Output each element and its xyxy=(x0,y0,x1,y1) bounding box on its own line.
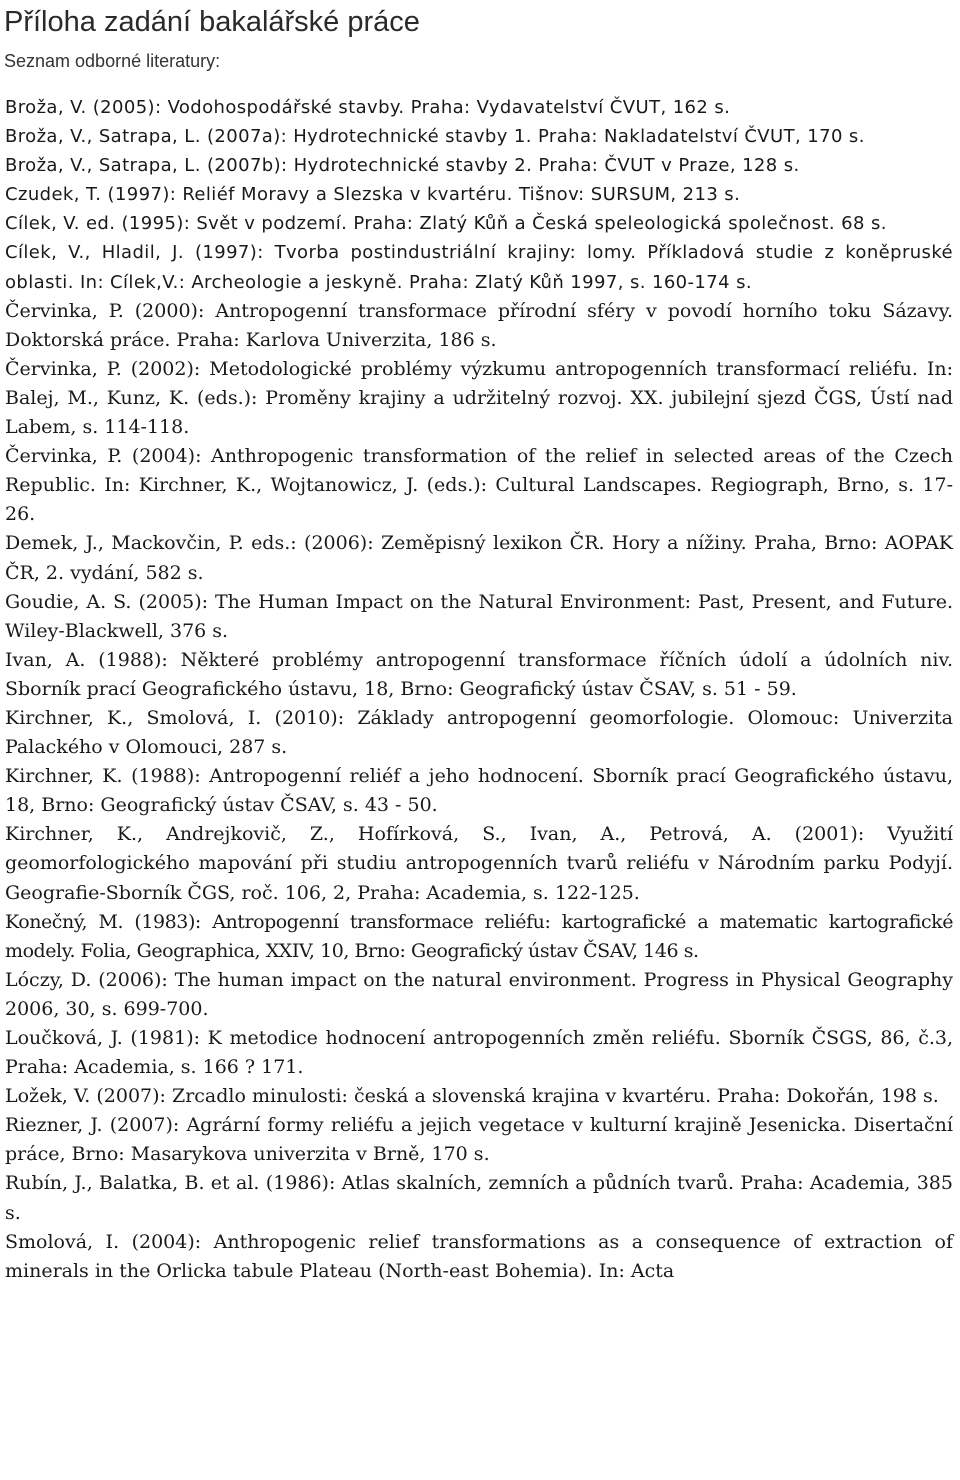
reference-item: Rubín, J., Balatka, B. et al. (1986): Atlas skalních, zemních a půdních tvarů. Praha: Academia, 385 s. xyxy=(5,1172,953,1224)
page-title: Příloha zadání bakalářské práce xyxy=(4,6,420,38)
reference-item: Loučková, J. (1981): K metodice hodnocení antropogenních změn reliéfu. Sborník ČSGS, 86, č.3, Praha: Academia, s. 166 ? 171. xyxy=(5,1027,953,1079)
reference-item: Ložek, V. (2007): Zrcadlo minulosti: česká a slovenská krajina v kvartéru. Praha: Dokořán, 198 s. xyxy=(5,1085,939,1108)
reference-item: Broža, V., Satrapa, L. (2007a): Hydrotechnické stavby 1. Praha: Nakladatelství ČVUT, 170 s. xyxy=(5,126,865,148)
reference-item: Riezner, J. (2007): Agrární formy reliéfu a jejich vegetace v kulturní krajině Jesenicka. Disertační práce, Brno: Masarykova univerzita v Brně, 170 s. xyxy=(5,1114,953,1166)
reference-item: Smolová, I. (2004): Anthropogenic relief transformations as a consequence of extraction of minerals in the Orlicka tabule Plateau (North-east Bohemia). In: Acta xyxy=(5,1230,953,1282)
reference-item: Czudek, T. (1997): Reliéf Moravy a Slezska v kvartéru. Tišnov: SURSUM, 213 s. xyxy=(5,184,741,206)
reference-item: Cílek, V., Hladil, J. (1997): Tvorba postindustriální krajiny: lomy. Příkladová studie z koněpruské oblasti. In: Cílek,V.: Archeologie a jeskyně. Praha: Zlatý Kůň 1997, s. 160-174 s. xyxy=(5,242,953,293)
reference-item: Broža, V., Satrapa, L. (2007b): Hydrotechnické stavby 2. Praha: ČVUT v Praze, 128 s. xyxy=(5,155,800,177)
reference-item: Kirchner, K., Smolová, I. (2010): Základy antropogenní geomorfologie. Olomouc: Univerzita Palackého v Olomouci, 287 s. xyxy=(5,706,953,759)
reference-item: Lóczy, D. (2006): The human impact on the natural environment. Progress in Physical Geography 2006, 30, s. 699-700. xyxy=(5,968,953,1020)
reference-item: Kirchner, K., Andrejkovič, Z., Hofírková, S., Ivan, A., Petrová, A. (2001): Využití geomorfologického mapování při studiu antropogenních tvarů reliéfu v Národním parku Podyjí. Geografie-Sborník ČGS, roč. 106, 2, Praha: Academia, s. 122-125. xyxy=(5,823,953,904)
reference-item: Červinka, P. (2002): Metodologické problémy výzkumu antropogenních transformací reliéfu. In: Balej, M., Kunz, K. (eds.): Proměny krajiny a udržitelný rozvoj. XX. jubilejní sjezd ČGS, Ústí nad Labem, s. 114-118. xyxy=(5,357,953,439)
reference-item: Ivan, A. (1988): Některé problémy antropogenní transformace říčních údolí a údolních niv. Sborník prací Geografického ústavu, 18, Brno: Geografický ústav ČSAV, s. 51 - 59. xyxy=(5,648,953,700)
reference-item: Broža, V. (2005): Vodohospodářské stavby. Praha: Vydavatelství ČVUT, 162 s. xyxy=(5,97,731,118)
reference-item: Cílek, V. ed. (1995): Svět v podzemí. Praha: Zlatý Kůň a Česká speleologická společnost. 68 s. xyxy=(5,213,887,235)
reference-item: Konečný, M. (1983): Antropogenní transformace reliéfu: kartografické a matematic kartografické modely. Folia, Geographica, XXIV, 10, Brno: Geografický ústav ČSAV, 146 s. xyxy=(5,910,953,962)
reference-item: Červinka, P. (2000): Antropogenní transformace přírodní sféry v povodí horního toku Sázavy. Doktorská práce. Praha: Karlova Univerzita, 186 s. xyxy=(5,299,953,351)
page-subtitle: Seznam odborné literatury: xyxy=(4,51,221,71)
reference-list xyxy=(5,93,953,1286)
reference-item: Červinka, P. (2004): Anthropogenic transformation of the relief in selected areas of the Czech Republic. In: Kirchner, K., Wojtanowicz, J. (eds.): Cultural Landscapes. Regiograph, Brno, s. 17-26. xyxy=(5,445,953,526)
reference-item: Kirchner, K. (1988): Antropogenní reliéf a jeho hodnocení. Sborník prací Geografického ústavu, 18, Brno: Geografický ústav ČSAV, s. 43 - 50. xyxy=(5,765,953,817)
reference-item: Goudie, A. S. (2005): The Human Impact on the Natural Environment: Past, Present, and Future. Wiley-Blackwell, 376 s. xyxy=(5,590,953,642)
reference-item: Demek, J., Mackovčin, P. eds.: (2006): Zeměpisný lexikon ČR. Hory a nížiny. Praha, Brno: AOPAK ČR, 2. vydání, 582 s. xyxy=(5,532,953,584)
